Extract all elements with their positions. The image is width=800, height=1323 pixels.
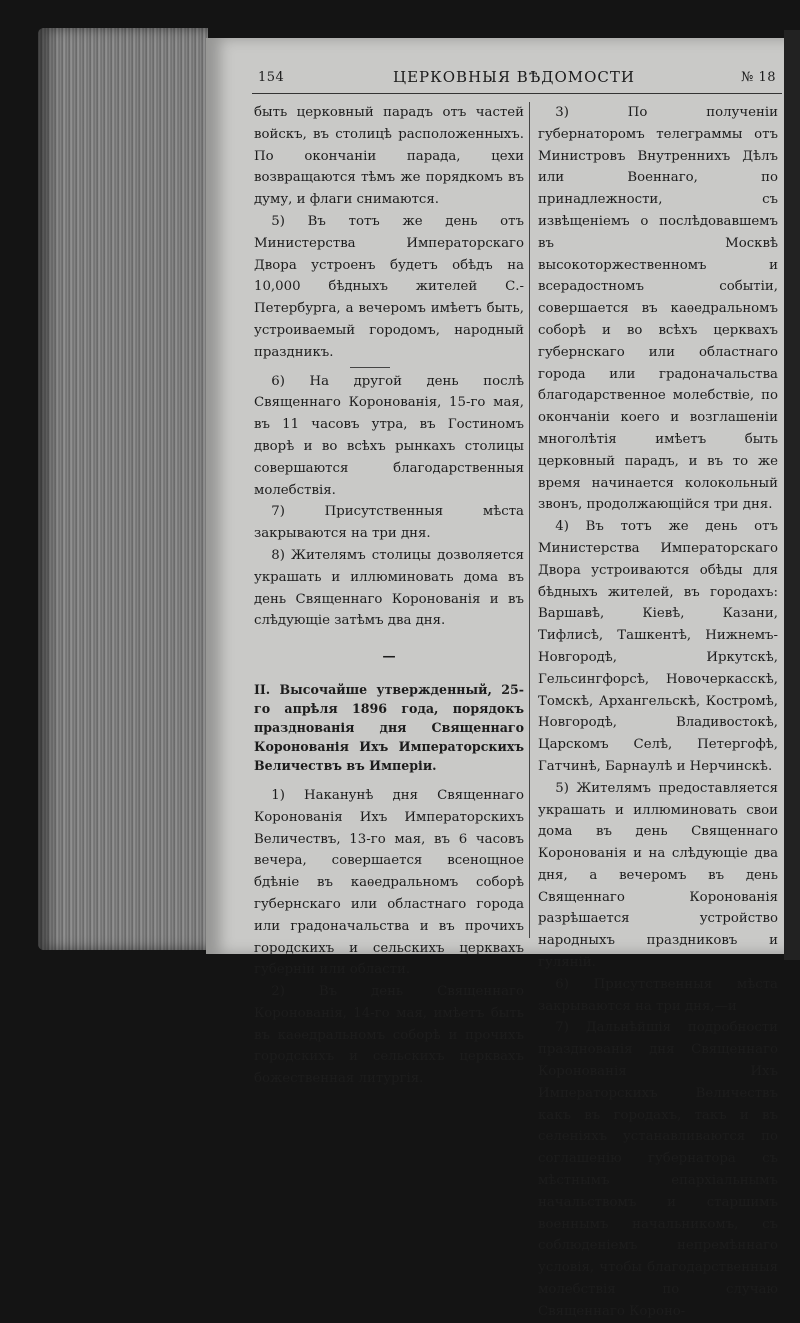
page-number: 154 bbox=[258, 70, 285, 85]
left-paragraph-item-2: 2) Въ день Священнаго Коронованія, 14-го мая, имѣетъ быть въ каѳедральномъ соборѣ и прочихъ городскихъ и сельскихъ церквахъ божественная литургія. bbox=[254, 984, 524, 1087]
right-paragraph-6: 6) Присутственныя мѣста закрываются на три дня,—и bbox=[538, 976, 778, 1014]
separator-dash: — bbox=[382, 649, 396, 665]
document-page bbox=[206, 38, 784, 1319]
right-column bbox=[538, 102, 778, 1323]
book-right-edge bbox=[784, 30, 800, 960]
left-paragraph-item-1: 1) Наканунѣ дня Священнаго Коронованія Ихъ Императорскихъ Величествъ, 13-го мая, въ 6 часовъ вечера, совершается всенощное бдѣніе въ каѳедральномъ соборѣ губернскаго или областнаго города или градоначальства и въ прочихъ городскихъ и сельскихъ церквахъ губерніи или области. bbox=[254, 787, 524, 978]
page-header bbox=[252, 66, 776, 88]
left-column bbox=[254, 102, 524, 1090]
left-paragraph-1: быть церковный парадъ отъ частей войскъ, въ столицѣ расположенныхъ. По окончаніи парада, цехи возвращаются тѣмъ же порядкомъ въ думу, и флаги снимаются. bbox=[254, 105, 524, 208]
book-page-edges bbox=[38, 28, 208, 950]
left-paragraph-7: 7) Присутственныя мѣста закрываются на три дня. bbox=[254, 504, 524, 542]
journal-title: ЦЕРКОВНЫЯ ВѢДОМОСТИ bbox=[393, 68, 635, 86]
right-paragraph-3: 3) По полученіи губернаторомъ телеграммы отъ Министровъ Внутреннихъ Дѣлъ или Военнаго, по принадлежности, съ извѣщеніемъ о послѣдовавшемъ въ Москвѣ высокоторжественномъ и всерадостномъ событіи, совершается въ каѳедральномъ соборѣ и во всѣхъ церквахъ губернскаго или областнаго города или градоначальства благодарственное молебствіе, по окончаніи коего и возглашеніи многолѣтія имѣетъ быть церковный парадъ, и въ то же время начинается колокольный звонъ, продолжающійся три дня. bbox=[538, 105, 778, 513]
right-paragraph-7: 7) Дальнѣйшія подробности празднованія дня Священнаго Коронованія Ихъ Императорскихъ Величествъ какъ въ городахъ, такъ и въ селеніяхъ устанавливаются по соглашенію губернатора съ мѣстнымъ епархіальнымъ начальствомъ и старшимъ военнымъ начальникомъ, съ соблюденіемъ непремѣннаго условія, чтобы благодарственныя молебствія по случаю Священнаго Короно- bbox=[538, 1020, 778, 1319]
column-divider bbox=[529, 102, 530, 938]
header-rule bbox=[252, 93, 782, 94]
section-heading: II. Высочайше утвержденный, 25-го апрѣля 1896 года, порядокъ празднованія дня Священнаго Коронованія Ихъ Императорскихъ Величествъ въ Имперіи. bbox=[254, 681, 524, 773]
left-paragraph-8: 8) Жителямъ столицы дозволяется украшать и иллюминовать дома въ день Священнаго Коронованія и въ слѣдующіе затѣмъ два дня. bbox=[254, 547, 524, 629]
left-paragraph-5: 5) Въ тотъ же день отъ Министерства Императорскаго Двора устроенъ будетъ обѣдъ на 10,000 бѣдныхъ жителей С.-Петербурга, а вечеромъ имѣетъ быть, устроиваемый городомъ, народный праздникъ. bbox=[254, 213, 524, 360]
section-divider bbox=[350, 367, 390, 368]
issue-number: № 18 bbox=[741, 70, 776, 85]
left-paragraph-6: 6) На другой день послѣ Священнаго Коронованія, 15-го мая, въ 11 часовъ утра, въ Гостиномъ дворѣ и во всѣхъ рынкахъ столицы совершаются благодарственныя молебствія. bbox=[254, 373, 524, 498]
right-paragraph-5: 5) Жителямъ предоставляется украшать и иллюминовать свои дома въ день Священнаго Коронованія и на слѣдующіе два дня, а вечеромъ въ день Священнаго Коронованія разрѣшается устройство народныхъ праздниковъ и гуляній. bbox=[538, 780, 778, 971]
right-paragraph-4: 4) Въ тотъ же день отъ Министерства Императорскаго Двора устроиваются обѣды для бѣдныхъ жителей, въ городахъ: Варшавѣ, Кіевѣ, Казани, Тифлисѣ, Ташкентѣ, Нижнемъ-Новгородѣ, Иркутскѣ, Гельсингфорсѣ, Новочеркасскѣ, Томскѣ, Архангельскѣ, Костромѣ, Новгородѣ, Владивостокѣ, Царскомъ Селѣ, Петергофѣ, Гатчинѣ, Барнаулѣ и Нерчинскѣ. bbox=[538, 519, 778, 774]
